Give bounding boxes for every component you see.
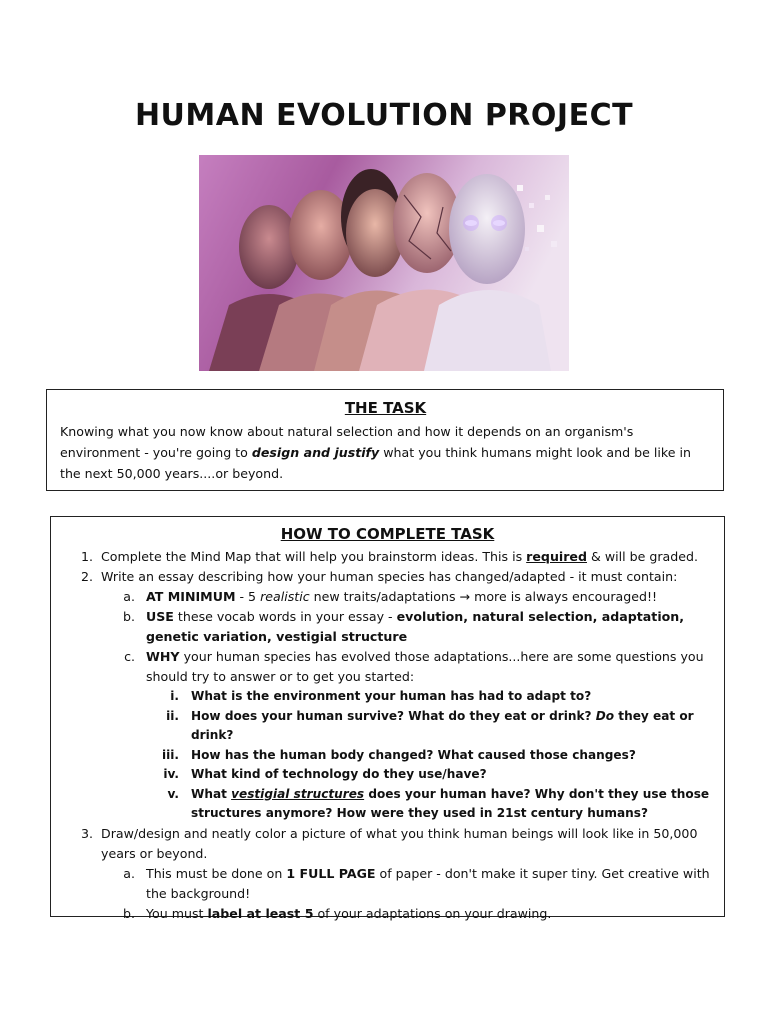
question-item: i. What is the environment your human has had to adapt to? bbox=[170, 689, 592, 703]
instructions-list bbox=[63, 547, 712, 924]
task-description: Knowing what you now know about natural selection and how it depends on an organism's environment - you're going to design and justify what you think humans might look and be like in the next 50,000 years....or beyond. bbox=[60, 424, 691, 481]
task-box bbox=[46, 389, 724, 491]
page-title: HUMAN EVOLUTION PROJECT bbox=[134, 98, 634, 133]
question-item: iv. What kind of technology do they use/have? bbox=[163, 767, 487, 781]
task-heading: THE TASK bbox=[344, 399, 427, 417]
list-item: 3. Draw/design and neatly color a picture of what you think human beings will look like in 50,000 years or beyond. bbox=[80, 825, 698, 861]
list-item: c. WHY your human species has evolved those adaptations...here are some questions you should try to answer or to get you started: bbox=[124, 649, 704, 684]
list-item: a. AT MINIMUM - 5 realistic new traits/adaptations → more is always encouraged!! bbox=[123, 589, 658, 604]
question-item: iii. How has the human body changed? What caused those changes? bbox=[161, 747, 636, 762]
list-item: 2. Write an essay describing how your human species has changed/adapted - it must contain: bbox=[80, 569, 678, 584]
how-to-complete-box bbox=[50, 516, 725, 921]
list-item: 1. Complete the Mind Map that will help you brainstorm ideas. This is required & will be graded. bbox=[80, 549, 699, 564]
question-item: v. What vestigial structures does your human have? Why don't they use those structures anymore? How were they used in 21st century humans? bbox=[167, 786, 710, 820]
list-item: a. This must be done on 1 FULL PAGE of paper - don't make it super tiny. Get creative with the background! bbox=[123, 865, 710, 901]
list-item: b. USE these vocab words in your essay - evolution, natural selection, adaptation, genetic variation, vestigial structure bbox=[123, 609, 685, 644]
question-item: ii. How does your human survive? What do they eat or drink? Do they eat or drink? bbox=[166, 708, 694, 742]
list-item: b. You must label at least 5 of your adaptations on your drawing. bbox=[123, 905, 552, 921]
human-evolution-faces-image bbox=[199, 155, 569, 371]
how-to-heading: HOW TO COMPLETE TASK bbox=[280, 525, 495, 543]
